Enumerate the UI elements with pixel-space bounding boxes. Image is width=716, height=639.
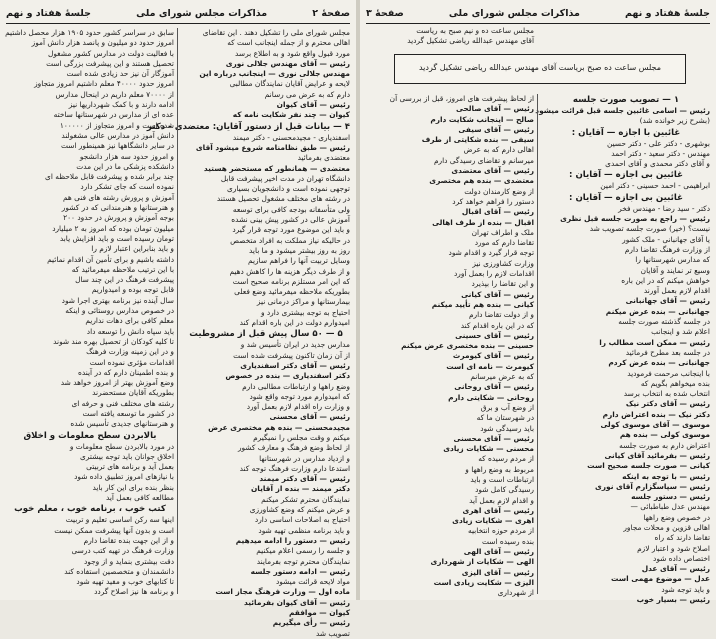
header-rule bbox=[366, 23, 710, 24]
text-line: بوشهری - دکتر علی - دکتر حسین bbox=[606, 138, 710, 148]
text-line: در جلسه بعد مطرح فرمائید bbox=[625, 347, 710, 357]
text-line: اقبال — بنده از طرف اهالی bbox=[432, 217, 534, 227]
text-line: کیانی — بنده هم تأیید میکنم bbox=[431, 299, 534, 309]
text-line: وسیع تر نمایند و آقایان bbox=[640, 265, 710, 275]
text-line: تقاضا دارم که مورد bbox=[474, 238, 534, 248]
text-line: رئیس — دستور را ادامه میدهیم bbox=[235, 535, 350, 545]
text-line: در خصوص وضع راهها bbox=[643, 512, 710, 522]
text-line: با اینجانب مرحمت فرمودید bbox=[627, 368, 710, 378]
text-line: از وضع آب و برق bbox=[480, 402, 534, 412]
text-line: جهانبانی — بنده عرض میکنم bbox=[605, 306, 710, 316]
text-line: رئیس — آقای اقبال bbox=[461, 207, 534, 217]
text-line: توجهی نموده است و دانشجویان بسیاری bbox=[227, 184, 350, 194]
section-heading: ۴ — بیانات قبل از دستور آقایان: معتضدی - دکتر bbox=[146, 121, 350, 132]
text-line: نموده است که جای تشکر دارد bbox=[80, 182, 174, 192]
text-line: با نیازهای امروز تطبیق داده شود bbox=[74, 472, 174, 482]
text-line: رئیس — آقای الیزی bbox=[461, 567, 534, 577]
text-line: روز به روز بیشتر میشود و ما باید bbox=[249, 245, 350, 255]
text-line: موسوی — آقای موسوی کولی bbox=[600, 420, 710, 430]
text-line: در حالیکه نیاز مملکت به افراد متخصص bbox=[230, 235, 350, 245]
text-line: در جلسه گذشته صورت جلسه bbox=[618, 317, 710, 327]
text-line: که امیدوارم مورد توجه واقع شود bbox=[249, 391, 350, 401]
text-line: و باید این موضوع مورد توجه قرار گیرد bbox=[232, 225, 350, 235]
text-line: سال آینده نیز برنامه بهتری اجرا شود bbox=[61, 295, 174, 305]
text-line: در شهرستان ما که bbox=[476, 413, 534, 423]
section-heading: غائبین بی اجازه — آقایان : bbox=[569, 170, 683, 181]
header-rule bbox=[6, 23, 350, 24]
section-heading: غائبین با اجازه — آقایان : bbox=[571, 127, 681, 138]
text-line: اختصاص داده شود bbox=[653, 553, 710, 563]
text-line: رئیس — آقای دکتر اسفندیاری bbox=[240, 360, 350, 370]
text-line: رئیس — آقای سیفی bbox=[458, 124, 534, 134]
text-line: رئیس — بسیار خوب bbox=[636, 595, 710, 605]
text-line: نیست؟ (خیر) صورت جلسه تصویب شد bbox=[589, 224, 710, 234]
text-line: ارتباطات است و باید bbox=[470, 474, 534, 484]
text-line: اینها سه رکن اساسی تعلیم و تربیت bbox=[65, 515, 174, 525]
text-line: حسینی — بنده مختصری عرض میکنم bbox=[401, 341, 534, 351]
session-label: جلسهٔ هفتاد و نهم bbox=[6, 7, 92, 19]
text-line: رئیس — آقای کیومرث bbox=[452, 351, 534, 361]
text-line: و باید برنامه منظمی تهیه شود bbox=[258, 525, 350, 535]
text-line: و جلسه را رسمی اعلام میکنیم bbox=[256, 546, 350, 556]
text-line: معتضدی — همانطور که مستحضر هستید bbox=[203, 163, 350, 173]
text-line: لایحه و عرایض آقایان نمایندگان مطالبی bbox=[229, 79, 350, 89]
text-line: رئیس — آقای دکتر نیک bbox=[625, 399, 710, 409]
page-label: صفحهٔ ۲ bbox=[312, 7, 350, 19]
text-line: از لحاظ پیشرفت های امروز، قبل از بررسی آن bbox=[389, 94, 534, 103]
text-line: و از این جهت بنده تقاضا دارم bbox=[83, 535, 174, 545]
text-line: کیومرث — نامه ای است bbox=[446, 361, 534, 371]
text-line: وسایل تربیت آنها را فراهم سازیم bbox=[248, 256, 350, 266]
text-line: انتخاب شده به انتخاب برسد bbox=[623, 389, 710, 399]
text-line: از وضع کارمندان دولت bbox=[464, 186, 534, 196]
text-line: معلم کافی برای دهات نداریم bbox=[85, 316, 174, 326]
intro-text bbox=[366, 26, 534, 52]
text-line: بنظر بنده برای این کار باید bbox=[92, 482, 174, 492]
text-line: بنده رسیده است bbox=[482, 536, 534, 546]
text-line: عده ای از مدارس در شهرستانها ساخته bbox=[53, 110, 174, 120]
text-line: بطوریکه آقایان مستحضرند bbox=[92, 388, 174, 398]
text-line: و باید توجه شود bbox=[661, 584, 710, 594]
text-line: و وزارت راه اقدام لازم بعمل آورد bbox=[246, 402, 350, 412]
text-line: دانشکده پزشکی ما در این مدت bbox=[76, 161, 174, 171]
text-line: موسوی کولی — بنده هم bbox=[619, 430, 710, 440]
column-divider bbox=[177, 28, 178, 594]
text-line: از مردم رسیده که bbox=[478, 454, 534, 464]
text-line: آموزش و پرورش رشته های فنی هم bbox=[62, 192, 174, 202]
text-line: و امروز حدود سه هزار دانشجو bbox=[79, 151, 174, 161]
text-line: که این امر مستلزم برنامه صحیح است bbox=[232, 276, 350, 286]
text-line: دستور را فراهم خواهد کرد bbox=[452, 196, 534, 206]
text-line: رئیس — آقای کیوان bbox=[276, 100, 350, 110]
text-line: رئیس — راجع به صورت جلسه قبل نظری bbox=[560, 214, 710, 224]
text-line: باید سپاه دانش را توسعه داد bbox=[86, 326, 174, 336]
text-line: اقدامات مؤثری نموده است bbox=[89, 357, 174, 367]
text-line: ادامه دارند و با کمک شهرداریها نیز bbox=[68, 100, 174, 110]
text-line: یا آقای جهانبانی - ملک کشور bbox=[622, 234, 710, 244]
text-line: بوجه آموزش و پرورش در حدود ۲۰۰ bbox=[63, 213, 174, 223]
text-line: نمایندگان محترم تشکر میکنم bbox=[261, 494, 350, 504]
text-line: رئیس — آقای الهی bbox=[463, 547, 534, 557]
text-line: و از دولت تقاضا دارم bbox=[468, 310, 534, 320]
text-line: اعتراض دارم به صورت جلسه bbox=[619, 440, 710, 450]
text-line: و ازدیاد مدارس در شهرستانها bbox=[259, 453, 350, 463]
text-line: دکتر میمند — بنده از آقایان bbox=[250, 484, 350, 494]
text-line: در خصوص مدارس روستائی و اینکه bbox=[65, 306, 174, 316]
text-line: رئیس — آقای عدل bbox=[641, 564, 710, 574]
text-line: رئیس — آقای کیانی bbox=[461, 289, 534, 299]
text-column-left bbox=[6, 28, 174, 596]
text-line: میکنم و وقت مجلس را نمیگیرم bbox=[253, 432, 350, 442]
text-column-left bbox=[366, 94, 534, 596]
text-line: رئیس — آقای کیوان بفرمائید bbox=[244, 597, 350, 607]
text-line: از وزارت فرهنگ تقاضا دارم bbox=[624, 244, 710, 254]
text-line: معتضدی — بنده هم مختصری bbox=[429, 176, 534, 186]
text-line: از مردم حوزه انتخابیه bbox=[467, 526, 534, 536]
text-line: مجلس ساعت ده و نیم صبح به ریاست bbox=[416, 26, 534, 35]
text-line: میرسانم و تقاضای رسیدگی دارم bbox=[433, 155, 534, 165]
text-line: داشته باشیم و برای تأمین آن اقدام نمائیم bbox=[47, 254, 174, 264]
text-line: الیزی — شکایت زیادی است bbox=[433, 577, 534, 587]
text-line: رئیس — رأی میگیریم bbox=[272, 618, 350, 628]
text-line: دانشگاه تهران در مدت اخیر پیشرفت قابل bbox=[220, 173, 350, 183]
text-line: رئیس — دستور جلسه bbox=[631, 492, 710, 502]
text-line: استدعا دارم وزارت فرهنگ توجه کند bbox=[239, 463, 350, 473]
text-line: دارم که به عرض می رسانم bbox=[264, 89, 350, 99]
text-line: اخلاق جوانان باید توجه بیشتری bbox=[80, 451, 174, 461]
text-line: وضع راهها و ارتباطات مطالبی دارم bbox=[242, 381, 350, 391]
text-line: مطالعه کافی بعمل آید bbox=[105, 493, 174, 503]
text-line: دانش آموز در مدارس عالی مشغولند bbox=[61, 130, 174, 140]
text-line: مجلس شورای ملی را تشکیل دهند . این تقاضای bbox=[202, 28, 350, 37]
text-line: امروز حدود ۴۰۰۰۰ معلم داشتیم امروز متجاوز bbox=[34, 79, 174, 89]
text-line: و آقای دکتر محمدی و آقای احمدی bbox=[605, 159, 710, 169]
text-line: مواد لایحه قرائت میشود bbox=[275, 577, 350, 587]
boxed-notice: مجلس ساعت ده صبح بریاست آقای مهندس عبدالله ریاضی تشکیل گردید bbox=[394, 54, 686, 84]
text-line: ولی متأسفانه بودجه کافی برای توسعه bbox=[232, 204, 350, 214]
text-line: و از طرف دیگر هزینه ها را کاهش دهیم bbox=[229, 266, 350, 276]
text-line: از لحاظ وضع فرهنگ و معارف کشور bbox=[237, 443, 350, 453]
session-label: جلسهٔ هفتاد و نهم bbox=[624, 7, 710, 19]
text-line: و بنده اطمینان دارم که در آینده bbox=[78, 367, 174, 377]
text-line: اعلام شد و اینجانب bbox=[651, 327, 710, 337]
section-heading: غائبین بی اجازه — آقایان : bbox=[569, 192, 683, 203]
text-line: و باید بنابراین اعتبار لازم را bbox=[91, 244, 174, 254]
text-line: خواهش میکنم که در این باره bbox=[621, 275, 710, 285]
text-line: مجیدمحسنی — بنده هم مختصری عرض bbox=[208, 422, 350, 432]
text-line: مربوط به وضع راهها و bbox=[465, 464, 534, 474]
text-line: تا کلیه کودکان از تحصیل بهره مند شوند bbox=[53, 336, 174, 346]
text-line: رئیس — آقای روحانی bbox=[454, 382, 534, 392]
text-line: از شهرداری bbox=[497, 588, 534, 598]
text-line: اقدام لازم بعمل آورند bbox=[643, 286, 710, 296]
text-line: رئیس — آقای معتضدی bbox=[451, 166, 534, 176]
text-line: اقدامات لازم را بعمل آورد bbox=[453, 269, 534, 279]
text-line: اهری — شکایات زیادی bbox=[452, 516, 534, 526]
text-line: پیشرفت فرهنگ در این چند سال bbox=[75, 275, 174, 285]
text-line: کیانی — صورت جلسه صحیح است bbox=[587, 461, 710, 471]
text-line: (بشرح زیر خوانده شد) bbox=[639, 116, 710, 126]
text-line: مورد قبول واقع شود و به اطلاع برسد bbox=[235, 48, 350, 58]
text-line: آموزش عالی در کشور پیش بینی نشده bbox=[231, 215, 350, 225]
text-line: بعمل آید و برنامه های تربیتی bbox=[86, 462, 174, 472]
text-line: رئیس — طبق نظامنامه شروع میشود آقای bbox=[195, 142, 350, 152]
text-line: و برنامه ها نیز اصلاح گردد bbox=[94, 587, 174, 597]
text-line: جهانبانی — بنده عرض کردم bbox=[608, 358, 710, 368]
text-line: رئیس — آقای مهندس جلالی نوری bbox=[225, 58, 350, 68]
text-line: رسیدگی کامل شود bbox=[475, 485, 534, 495]
text-line: شده است و امروز متجاوز از ۱۰۰۰۰۰ bbox=[59, 120, 174, 130]
text-line: دکتر - سید رضا - مهندس فخر bbox=[618, 203, 710, 213]
text-line: در کشور ما توسعه یافته است bbox=[82, 408, 174, 418]
right-page bbox=[360, 0, 716, 605]
text-line: رئیس — اسامی غائبین جلسه قبل قرائت میشود bbox=[535, 106, 710, 115]
text-line: از آن زمان تاکنون پیشرفت شده است bbox=[233, 350, 350, 360]
text-line: عدل — موضوع مهمی است bbox=[611, 574, 710, 584]
text-line: وزارت کشاورزی نیز bbox=[472, 258, 534, 268]
section-heading: کتب خوب ، برنامه خوب ، معلم خوب bbox=[14, 504, 166, 515]
text-line: وضع آموزش بهتر از امروز خواهد شد bbox=[60, 378, 174, 388]
text-line: تصویب شد bbox=[315, 628, 350, 638]
text-line: مهندس - دکتر سعید - دکتر احمد bbox=[611, 148, 710, 158]
text-line: میلیون تومان بوده که امروز به ۲ میلیارد bbox=[52, 223, 174, 233]
text-line: دکتر نیک — بنده اعتراض دارم bbox=[602, 409, 710, 419]
header-title: مذاکرات مجلس شورای ملی bbox=[136, 7, 268, 19]
text-line: رئیس — بفرمائید آقای کیانی bbox=[604, 450, 710, 460]
text-line: آموزگار آن نیز حد زیادی شده است bbox=[66, 69, 174, 79]
text-line: مهندس عدل طباطبائی — bbox=[630, 502, 710, 512]
text-line: اهالی قزوین و محلات مجاور bbox=[623, 522, 710, 532]
text-line: و عرض میکنم که وضع کشاورزی bbox=[249, 505, 350, 515]
text-line: در مورد بالابردن سطح معلومات و bbox=[69, 441, 174, 451]
text-line: رئیس — سپاسگزارم آقای نوری bbox=[595, 481, 710, 491]
page-label: صفحهٔ ۳ bbox=[366, 7, 404, 19]
section-heading: بالابردن سطح معلومات و اخلاق bbox=[23, 430, 157, 441]
text-line: کیوان — چند نفر شکایت نامه که bbox=[232, 110, 350, 120]
text-line: ماده اول — وزارت فرهنگ مجاز است bbox=[215, 587, 350, 597]
text-line: و این تقاضا را بپذیرد bbox=[471, 279, 534, 289]
text-line: که مدارس شهرستانها را bbox=[635, 255, 710, 265]
text-column-right bbox=[146, 28, 350, 638]
text-line: اصلاح شود و اعتبار لازم bbox=[637, 543, 710, 553]
text-line: تومان رسیده است و باید افزایش یابد bbox=[59, 233, 174, 243]
text-line: رئیس — آقای محسنی bbox=[269, 412, 350, 422]
text-column-right bbox=[535, 94, 710, 605]
text-line: احتیاج به توجه بیشتری دارد و bbox=[260, 307, 350, 317]
text-line: احتیاج به اصلاحات اساسی دارد bbox=[254, 515, 350, 525]
text-line: رئیس — آقای جهانبانی bbox=[625, 296, 710, 306]
text-line: سابق در سراسر کشور حدود ۱۹۰۵ هزار محصل داشتیم bbox=[5, 28, 174, 37]
text-line: دکتر اسفندیاری — بنده در خصوص bbox=[225, 371, 350, 381]
text-line: کیوان — موافقم bbox=[288, 608, 350, 618]
text-line: رئیس — آقای صالحی bbox=[455, 104, 534, 114]
text-line: توجه قرار گیرد و اقدام شود bbox=[448, 248, 534, 258]
text-line: چند برابر شده و پیشرفت قابل ملاحظه ای bbox=[45, 172, 174, 182]
text-line: از ۷۰۰۰۰ معلم داریم در اینحال مدارس bbox=[55, 89, 174, 99]
text-line: رئیس — آقای اهری bbox=[462, 505, 534, 515]
text-line: نمایندگان محترم توجه بفرمایند bbox=[256, 556, 350, 566]
text-line: امروز حدود دو میلیون و پانصد هزار دانش آموز bbox=[31, 38, 174, 48]
text-line: رئیس — با توجه به اینکه bbox=[622, 471, 710, 481]
section-heading: ۵ — ۵۰ سال پیش قبل از مشروطیت bbox=[189, 329, 343, 340]
text-line: ملک و اطراف تهران bbox=[471, 227, 534, 237]
text-line: رشته های مختلف فنی و حرفه ای bbox=[71, 398, 174, 408]
text-line: رئیس — آقای دکتر میمند bbox=[259, 474, 350, 484]
text-line: که به عرض میرسانم bbox=[470, 372, 534, 382]
text-line: ابراهیمی - احمد حسینی - دکتر امین bbox=[600, 181, 710, 191]
text-line: با فعالیت دولت در مدارس کشور مشغول bbox=[47, 48, 174, 58]
text-line: بنده میخواهم بگویم که bbox=[640, 378, 710, 388]
text-line: و هنرستانهای جدیدی تأسیس شده bbox=[70, 419, 174, 429]
text-line: و هنرستانها و هنرمندانی که در کشور bbox=[61, 203, 174, 213]
text-line: روحانی — شکایتی دارم bbox=[448, 392, 534, 402]
text-line: اسفندیاری - مجیدمحسنی - دکتر میمند bbox=[232, 132, 350, 142]
text-line: بطوریکه ملاحظه میفرمائید وضع فعلی bbox=[234, 287, 350, 297]
page-header bbox=[366, 4, 710, 22]
text-line: رئیس — آقای محسنی bbox=[453, 433, 534, 443]
left-page bbox=[0, 0, 356, 638]
text-line: و در این زمینه وزارت فرهنگ bbox=[86, 347, 174, 357]
text-line: باید رسیدگی شود bbox=[480, 423, 534, 433]
text-line: رئیس — ممکن است مطالب را bbox=[599, 337, 710, 347]
text-line: رئیس — آقای حسینی bbox=[455, 330, 534, 340]
text-line: تقاضا دارند که راه bbox=[654, 533, 710, 543]
text-line: تحصیل هستند و این پیشرفت بزرگی است bbox=[46, 58, 174, 68]
column-divider bbox=[537, 94, 538, 594]
text-line: مدارس جدید در ایران تأسیس شد و bbox=[240, 340, 350, 350]
text-line: الهی — شکایات از شهرداری bbox=[430, 557, 534, 567]
text-line: دانشمندان و متخصصین استفاده کند bbox=[64, 566, 174, 576]
text-line: دقت بیشتری بنماید و از وجود bbox=[84, 556, 174, 566]
text-line: است و بدون آنها پیشرفت ممکن نیست bbox=[54, 525, 174, 535]
text-line: آقای مهندس عبدالله ریاضی تشکیل گردید bbox=[407, 36, 534, 46]
text-line: در سایر دانشگاهها نیز همینطور است bbox=[60, 141, 174, 151]
text-line: در رشته های مختلف مشغول تحصیل هستند bbox=[216, 194, 350, 204]
text-line: با این ترتیب ملاحظه میفرمائید که bbox=[71, 264, 174, 274]
text-line: اهالی محترم و از جمله اینجانب است که bbox=[227, 38, 350, 48]
header-title: مذاکرات مجلس شورای ملی bbox=[448, 7, 580, 19]
page-header bbox=[6, 4, 350, 22]
text-line: و اقدام لازم بعمل آید bbox=[469, 495, 534, 505]
text-line: امیدوارم دولت در این باره اقدام کند bbox=[239, 318, 350, 328]
text-line: اهالی دارم که به عرض bbox=[463, 145, 534, 155]
text-line: رئیس — ادامه دستور جلسه bbox=[250, 566, 350, 576]
text-line: محسنی — شکایات زیادی bbox=[443, 444, 534, 454]
text-line: صالح — اینجانب شکایت دارم bbox=[430, 114, 534, 124]
text-line: تا کتابهای خوب و مفید تهیه شود bbox=[76, 577, 174, 587]
section-heading: ۱ — تصویب صورت جلسه bbox=[572, 95, 680, 105]
text-line: معتضدی بفرمائید bbox=[297, 153, 350, 163]
text-line: قابل توجه بوده و امیدواریم bbox=[91, 285, 174, 295]
text-line: بیمارستانها و مراکز درمانی نیز bbox=[256, 297, 350, 307]
text-line: سیفی — بنده شکایتی از طرف bbox=[421, 135, 534, 145]
text-line: وزارت فرهنگ در تهیه کتب درسی bbox=[71, 546, 174, 556]
text-line: مهندس جلالی نوری — اینجانب درباره این bbox=[199, 69, 350, 79]
text-line: که در این باره اقدام کند bbox=[460, 320, 534, 330]
